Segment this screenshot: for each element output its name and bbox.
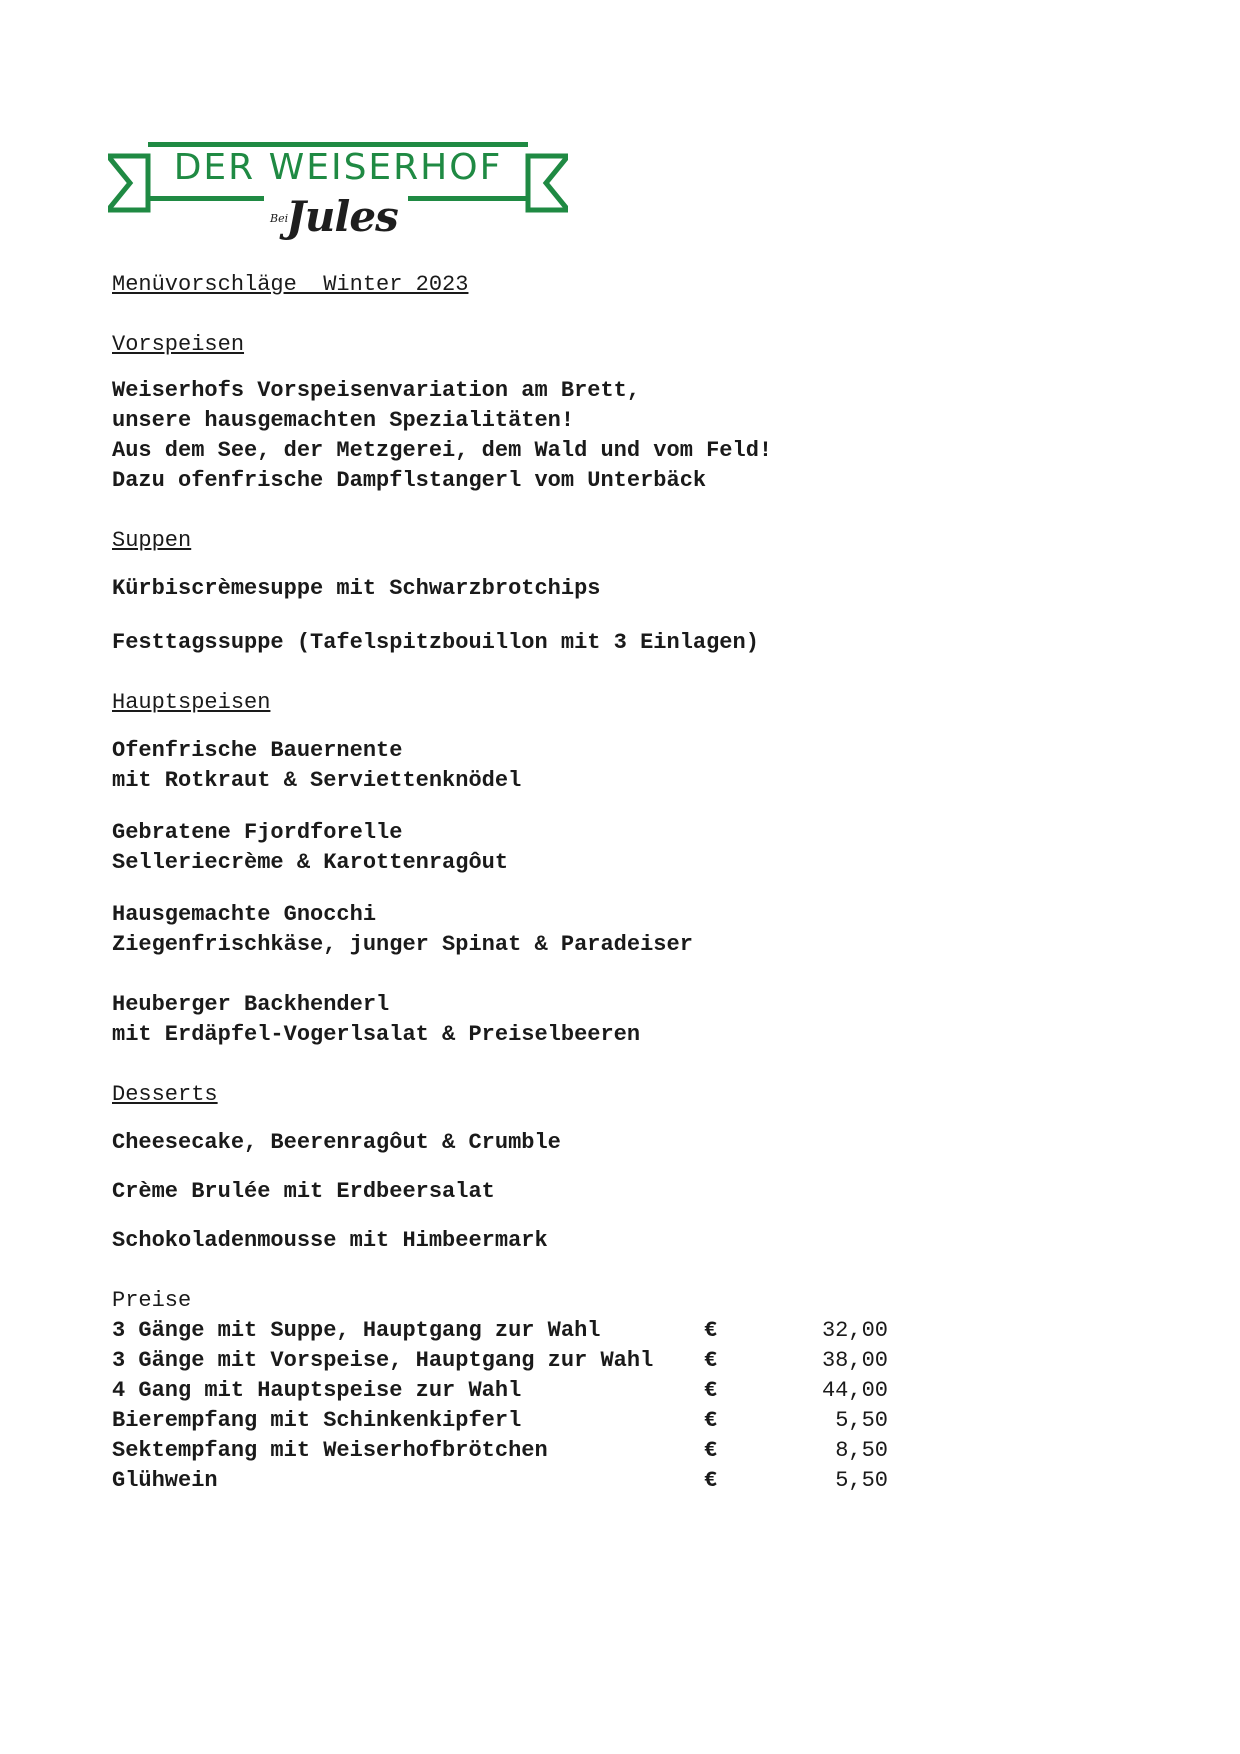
hauptspeise-title: Gebratene Fjordforelle: [112, 820, 403, 845]
vorspeisen-line: Dazu ofenfrische Dampflstangerl vom Unterbäck: [112, 468, 707, 493]
hauptspeise-description: mit Rotkraut & Serviettenknödel: [112, 768, 522, 793]
price-item-name: 3 Gänge mit Vorspeise, Hauptgang zur Wahl: [112, 1348, 654, 1373]
price-value: 32,00: [821, 1318, 888, 1343]
section-heading-vorspeisen: Vorspeisen: [112, 332, 245, 357]
price-value: 44,00: [821, 1378, 888, 1403]
dessert-item: Cheesecake, Beerenragôut & Crumble: [112, 1130, 561, 1155]
currency-symbol: €: [704, 1408, 718, 1433]
price-item-name: 3 Gänge mit Suppe, Hauptgang zur Wahl: [112, 1318, 601, 1343]
hauptspeise-title: Heuberger Backhenderl: [112, 992, 390, 1017]
suppe-item: Festtagssuppe (Tafelspitzbouillon mit 3 Einlagen): [112, 630, 759, 655]
hauptspeise-title: Hausgemachte Gnocchi: [112, 902, 377, 927]
suppe-item: Kürbiscrèmesuppe mit Schwarzbrotchips: [112, 576, 601, 601]
currency-symbol: €: [704, 1318, 718, 1343]
hauptspeise-item: [112, 818, 1112, 878]
hauptspeise-item: [112, 736, 1112, 796]
logo-title: DER WEISERHOF: [173, 147, 503, 188]
logo-bei: Bei: [270, 212, 289, 225]
price-item-name: Bierempfang mit Schinkenkipferl: [112, 1408, 522, 1433]
document-title: Menüvorschläge Winter 2023: [112, 272, 469, 297]
price-item-name: Sektempfang mit Weiserhofbrötchen: [112, 1438, 548, 1463]
price-row: [112, 1406, 1112, 1436]
hauptspeise-description: Ziegenfrischkäse, junger Spinat & Paradeiser: [112, 932, 693, 957]
price-value: 5,50: [835, 1468, 888, 1493]
hauptspeise-item: [112, 990, 1112, 1050]
weiserhof-logo: [108, 140, 568, 250]
vorspeisen-block: [112, 376, 1112, 496]
currency-symbol: €: [704, 1348, 718, 1373]
price-table: [112, 1316, 1112, 1496]
currency-symbol: €: [704, 1468, 718, 1493]
vorspeisen-line: Weiserhofs Vorspeisenvariation am Brett,: [112, 378, 641, 403]
price-item-name: Glühwein: [112, 1468, 218, 1493]
section-heading-preise: Preise: [112, 1288, 192, 1313]
price-item-name: 4 Gang mit Hauptspeise zur Wahl: [112, 1378, 522, 1403]
hauptspeise-description: Selleriecrème & Karottenragôut: [112, 850, 509, 875]
price-value: 38,00: [821, 1348, 888, 1373]
price-value: 5,50: [835, 1408, 888, 1433]
logo-jules-script: Jules: [286, 192, 398, 241]
price-row: [112, 1346, 1112, 1376]
price-row: [112, 1466, 1112, 1496]
hauptspeise-title: Ofenfrische Bauernente: [112, 738, 403, 763]
price-row: [112, 1376, 1112, 1406]
menu-content: [112, 270, 1112, 1496]
price-value: 8,50: [835, 1438, 888, 1463]
hauptspeise-item: [112, 900, 1112, 960]
currency-symbol: €: [704, 1438, 718, 1463]
currency-symbol: €: [704, 1378, 718, 1403]
section-heading-suppen: Suppen: [112, 528, 192, 553]
section-heading-desserts: Desserts: [112, 1082, 218, 1107]
section-heading-hauptspeisen: Hauptspeisen: [112, 690, 271, 715]
dessert-item: Crème Brulée mit Erdbeersalat: [112, 1179, 495, 1204]
price-row: [112, 1436, 1112, 1466]
hauptspeise-description: mit Erdäpfel-Vogerlsalat & Preiselbeeren: [112, 1022, 641, 1047]
vorspeisen-line: unsere hausgemachten Spezialitäten!: [112, 408, 575, 433]
price-row: [112, 1316, 1112, 1346]
dessert-item: Schokoladenmousse mit Himbeermark: [112, 1228, 548, 1253]
vorspeisen-line: Aus dem See, der Metzgerei, dem Wald und vom Feld!: [112, 438, 773, 463]
